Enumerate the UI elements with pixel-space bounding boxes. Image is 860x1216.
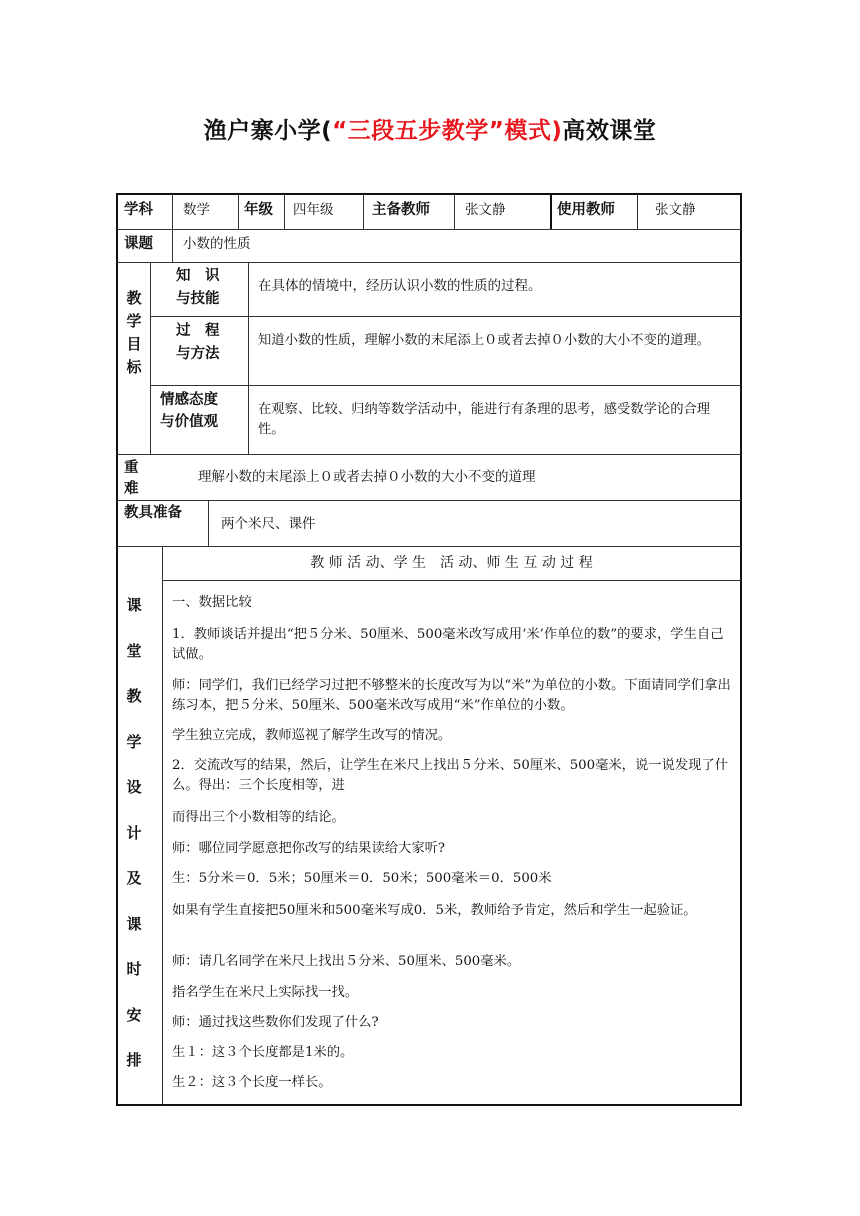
design-paragraph: 师：通过找这些数你们发现了什么? <box>172 1015 379 1030</box>
emotion-label-line1: 情感态度 <box>160 392 218 408</box>
knowledge-label-line1: 知 识 <box>176 268 220 284</box>
design-paragraph: 学生独立完成，教师巡视了解学生改写的情况。 <box>172 728 452 743</box>
design-header: 教 师 活 动、学 生 活 动、师 生 互 动 过 程 <box>310 555 593 571</box>
knowledge-text: 在具体的情境中，经历认识小数的性质的过程。 <box>258 278 542 294</box>
topic-label: 课题 <box>124 236 153 252</box>
materials-label: 教具准备 <box>124 505 182 521</box>
key-points-label-line2: 难 <box>124 481 139 497</box>
design-paragraph: 2．交流改写的结果，然后，让学生在米尺上找出５分米、50厘米、500毫米，说一说发现了什么。得出：三个长度相等，进 <box>172 758 729 793</box>
grade-value: 四年级 <box>293 202 334 218</box>
lead-teacher-label: 主备教师 <box>372 202 430 218</box>
design-paragraph: 师：请几名同学在米尺上找出５分米、50厘米、500毫米。 <box>172 954 521 969</box>
key-points-label-line1: 重 <box>124 460 139 476</box>
emotion-text: 在观察、比较、归纳等数学活动中，能进行有条理的思考，感受数学论的合理性。 <box>258 402 711 437</box>
design-paragraph: 如果有学生直接把50厘米和500毫米写成0．5米，教师给予肯定，然后和学生一起验证。 <box>172 903 697 918</box>
design-paragraph: 师：哪位同学愿意把你改写的结果读给大家听? <box>172 841 446 856</box>
key-points-text: 理解小数的末尾添上０或者去掉０小数的大小不变的道理 <box>198 469 536 485</box>
page-title: 渔户寨小学(“三段五步教学”模式)高效课堂 <box>203 118 657 144</box>
design-paragraph: 指名学生在米尺上实际找一找。 <box>172 985 359 1000</box>
subject-value: 数学 <box>183 202 210 218</box>
process-label-line2: 与方法 <box>176 346 220 362</box>
grade-label: 年级 <box>244 202 273 218</box>
subject-label: 学科 <box>124 202 153 218</box>
process-text: 知道小数的性质，理解小数的末尾添上０或者去掉０小数的大小不变的道理。 <box>258 333 711 348</box>
user-teacher-value: 张文静 <box>655 202 696 218</box>
design-paragraph: 一、数据比较 <box>172 595 252 610</box>
process-label-line1: 过 程 <box>176 323 220 339</box>
materials-text: 两个米尺、课件 <box>221 516 316 532</box>
design-paragraph: 师：同学们，我们已经学习过把不够整米的长度改写为以“米”为单位的小数。下面请同学们拿出练习本，把５分米、50厘米、500毫米改写成用“米”作单位的小数。 <box>172 678 731 713</box>
design-paragraph: 而得出三个小数相等的结论。 <box>172 810 345 825</box>
design-paragraph: 1．教师谈话并提出“把５分米、50厘米、500毫米改写成用‘米’作单位的数”的要求，学生自己试做。 <box>172 627 724 662</box>
knowledge-label-line2: 与技能 <box>176 291 220 307</box>
design-paragraph: 生２：这３个长度一样长。 <box>172 1075 332 1090</box>
user-teacher-label: 使用教师 <box>557 202 615 218</box>
design-paragraph: 生：5分米＝0．5米；50厘米＝0．50米；500毫米＝0．500米 <box>172 871 552 886</box>
emotion-label-line2: 与价值观 <box>160 414 218 430</box>
design-paragraph: 生１：这３个长度都是1米的。 <box>172 1045 354 1060</box>
topic-value: 小数的性质 <box>183 236 251 252</box>
lead-teacher-value: 张文静 <box>465 202 506 218</box>
